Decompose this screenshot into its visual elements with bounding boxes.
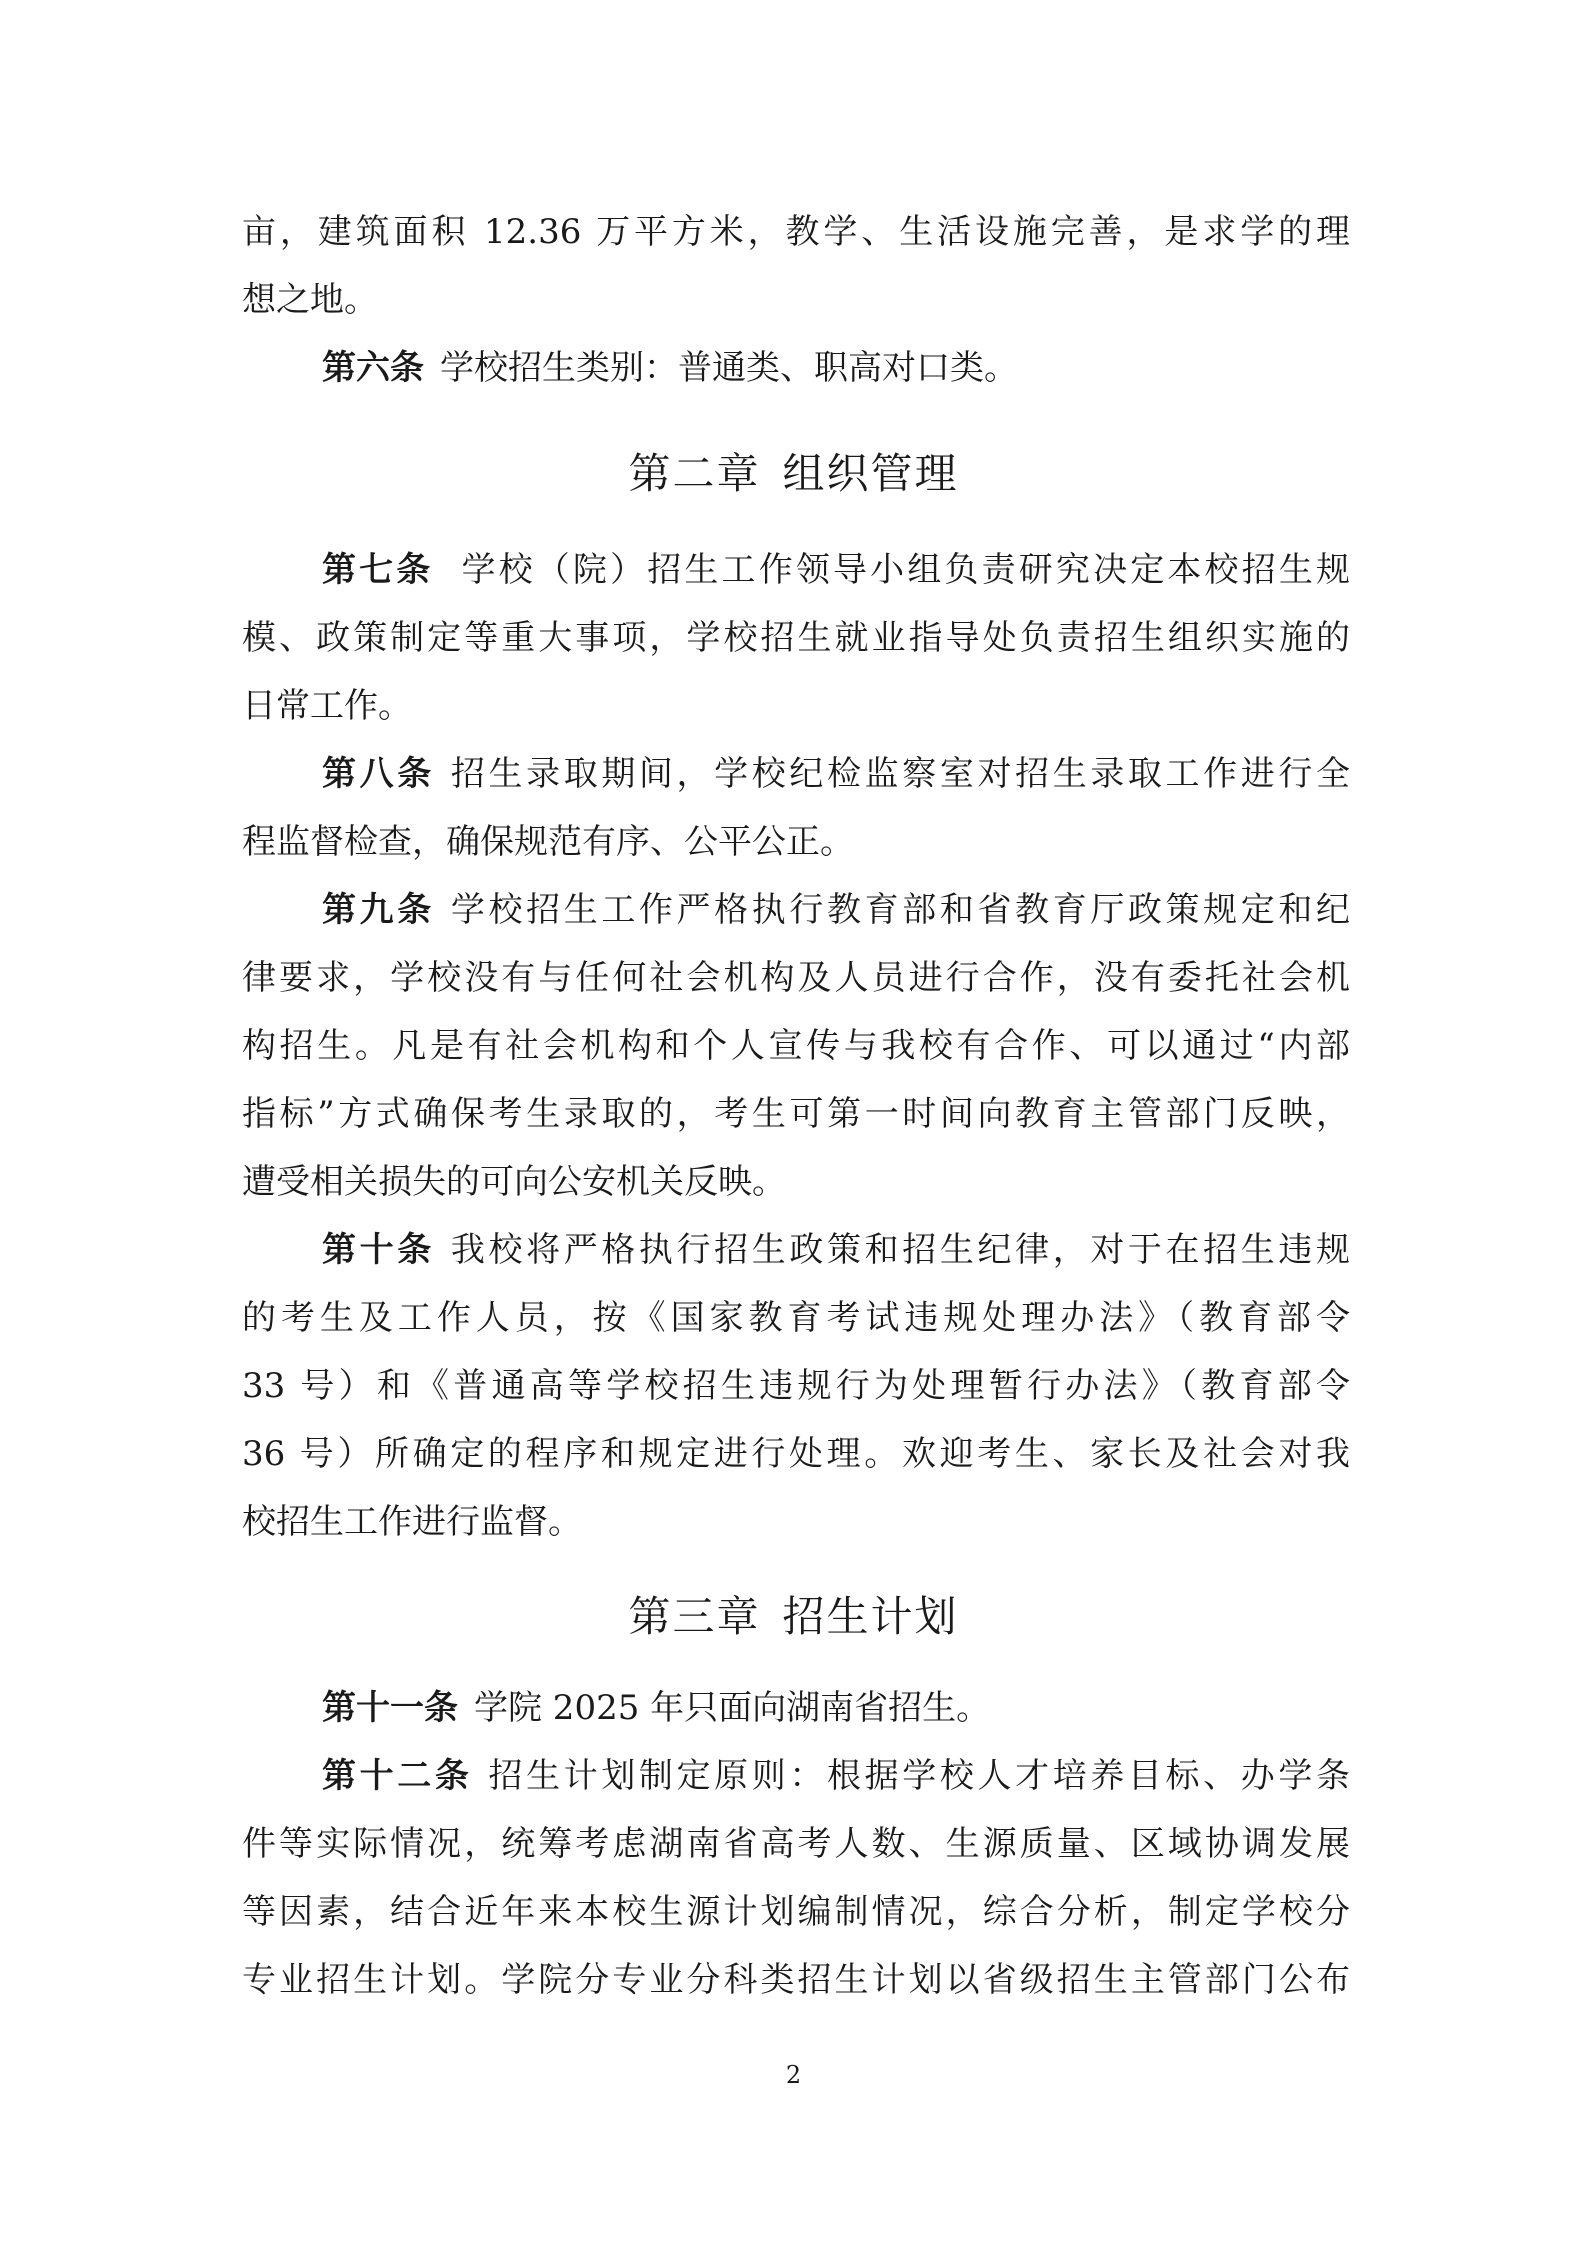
page-number: 2 [785, 2061, 802, 2089]
paragraph-line: 模、政策制定等重大事项，学校招生就业指导处负责招生组织实施的 [242, 618, 1350, 658]
article-label: 第十二条 [322, 1756, 473, 1796]
paragraph-line: 校招生工作进行监督。 [242, 1502, 582, 1542]
chapter-number: 第三章 [628, 1592, 761, 1641]
paragraph-line: 构招生。凡是有社会机构和个人宣传与我校有合作、可以通过“内部 [242, 1026, 1350, 1066]
paragraph-line: 遭受相关损失的可向公安机关反映。 [242, 1162, 786, 1202]
article-label: 第八条 [322, 754, 435, 794]
article-label: 第十一条 [322, 1688, 458, 1728]
paragraph-line: 33 号）和《普通高等学校招生违规行为处理暂行办法》（教育部令 [242, 1366, 1350, 1406]
article-12 [322, 1756, 1350, 1796]
article-text: 学校招生类别：普通类、职高对口类。 [440, 348, 1018, 388]
article-9 [322, 890, 1350, 930]
article-text: 招生录取期间，学校纪检监察室对招生录取工作进行全 [450, 754, 1351, 794]
paragraph-line: 想之地。 [242, 280, 378, 320]
paragraph-line: 律要求，学校没有与任何社会机构及人员进行合作，没有委托社会机 [242, 958, 1350, 998]
article-11 [322, 1688, 1350, 1728]
paragraph-line: 的考生及工作人员，按《国家教育考试违规处理办法》（教育部令 [242, 1298, 1350, 1338]
article-text: 学校（院）招生工作领导小组负责研究决定本校招生规 [461, 550, 1351, 590]
article-10 [322, 1230, 1350, 1270]
paragraph-line: 等因素，结合近年来本校生源计划编制情况，综合分析，制定学校分 [242, 1892, 1350, 1932]
article-label: 第六条 [322, 348, 424, 388]
article-8 [322, 754, 1350, 794]
paragraph-line: 36 号）所确定的程序和规定进行处理。欢迎考生、家长及社会对我 [242, 1434, 1350, 1474]
article-label: 第九条 [322, 890, 435, 930]
chapter-heading [0, 1592, 1587, 1642]
article-text: 学院 2025 年只面向湖南省招生。 [474, 1688, 991, 1728]
article-text: 学校招生工作严格执行教育部和省教育厅政策规定和纪 [450, 890, 1351, 930]
paragraph-line: 亩，建筑面积 12.36 万平方米，教学、生活设施完善，是求学的理 [242, 212, 1350, 252]
article-7 [322, 550, 1350, 590]
chapter-title: 招生计划 [782, 1592, 959, 1641]
paragraph-line: 指标”方式确保考生录取的，考生可第一时间向教育主管部门反映， [242, 1094, 1350, 1134]
article-text: 我校将严格执行招生政策和招生纪律，对于在招生违规 [450, 1230, 1351, 1270]
article-text: 招生计划制定原则：根据学校人才培养目标、办学条 [488, 1756, 1351, 1796]
paragraph-line: 专业招生计划。学院分专业分科类招生计划以省级招生主管部门公布 [242, 1960, 1350, 2000]
paragraph-line: 件等实际情况，统筹考虑湖南省高考人数、生源质量、区域协调发展 [242, 1824, 1350, 1864]
article-label: 第七条 [322, 550, 434, 590]
paragraph-line: 日常工作。 [242, 686, 412, 726]
chapter-title: 组织管理 [782, 449, 959, 498]
paragraph-line: 程监督检查，确保规范有序、公平公正。 [242, 822, 854, 862]
article-6 [322, 348, 1350, 388]
chapter-heading [0, 449, 1587, 499]
chapter-number: 第二章 [628, 449, 761, 498]
article-label: 第十条 [322, 1230, 435, 1270]
